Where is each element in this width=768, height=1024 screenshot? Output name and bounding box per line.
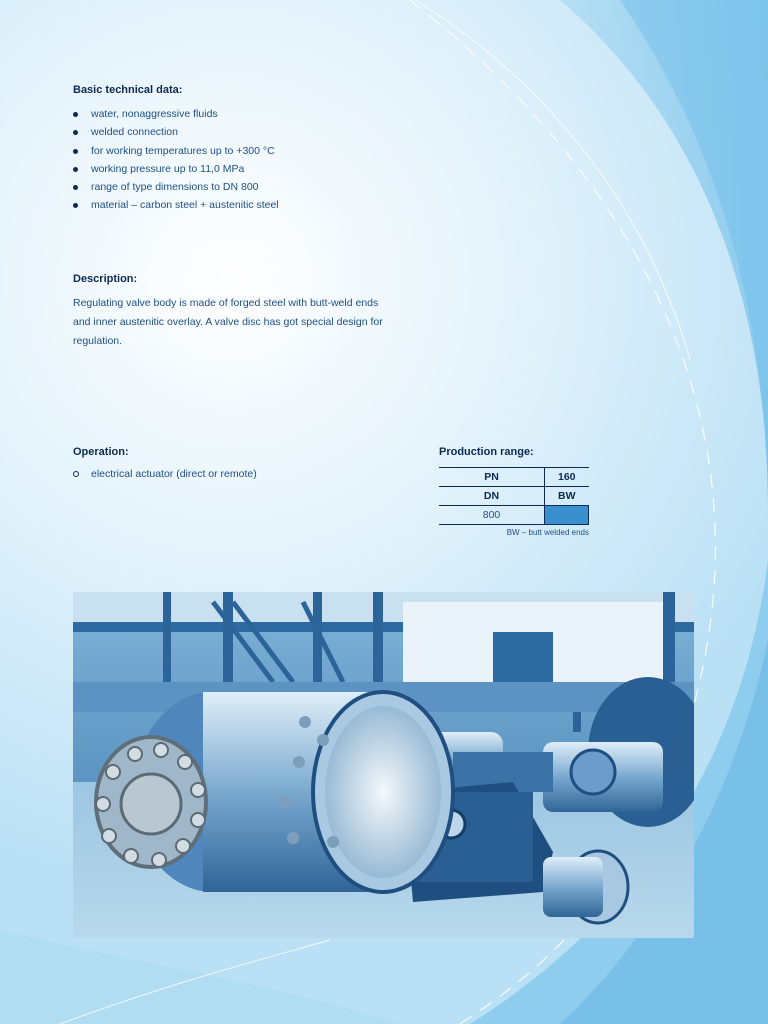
valve-photo xyxy=(73,592,694,938)
operation-list xyxy=(73,465,257,483)
list-item: working pressure up to 11,0 MPa xyxy=(73,160,279,178)
description-heading: Description: xyxy=(73,273,138,285)
bullet-icon xyxy=(73,203,78,208)
technical-data-heading: Basic technical data: xyxy=(73,84,183,96)
list-item: material – carbon steel + austenitic steel xyxy=(73,196,279,214)
bullet-icon xyxy=(73,167,78,172)
bullet-icon xyxy=(73,149,78,154)
table-cell: BW xyxy=(545,487,589,506)
table-cell: DN xyxy=(439,487,545,506)
table-row xyxy=(439,468,589,487)
list-item: for working temperatures up to +300 °C xyxy=(73,142,279,160)
circle-bullet-icon xyxy=(73,471,79,477)
production-note: BW – butt welded ends xyxy=(506,528,589,537)
table-row xyxy=(439,506,589,525)
bullet-icon xyxy=(73,185,78,190)
table-cell: 160 xyxy=(545,468,589,487)
technical-data-list xyxy=(73,105,279,215)
table-cell-highlight xyxy=(545,506,589,525)
table-row xyxy=(439,487,589,506)
table-cell: PN xyxy=(439,468,545,487)
list-item: water, nonaggressive fluids xyxy=(73,105,279,123)
production-range-heading: Production range: xyxy=(439,446,534,458)
operation-heading: Operation: xyxy=(73,446,129,458)
industrial-valve-photo-icon xyxy=(73,592,694,938)
list-item: electrical actuator (direct or remote) xyxy=(73,465,257,483)
bullet-icon xyxy=(73,130,78,135)
list-item: welded connection xyxy=(73,123,279,141)
table-cell: 800 xyxy=(439,506,545,525)
list-item: range of type dimensions to DN 800 xyxy=(73,178,279,196)
description-text: Regulating valve body is made of forged steel with butt-weld ends and inner austenitic overlay. A valve disc has got special design for regulation. xyxy=(73,297,383,347)
bullet-icon xyxy=(73,112,78,117)
production-range-table xyxy=(439,467,589,525)
